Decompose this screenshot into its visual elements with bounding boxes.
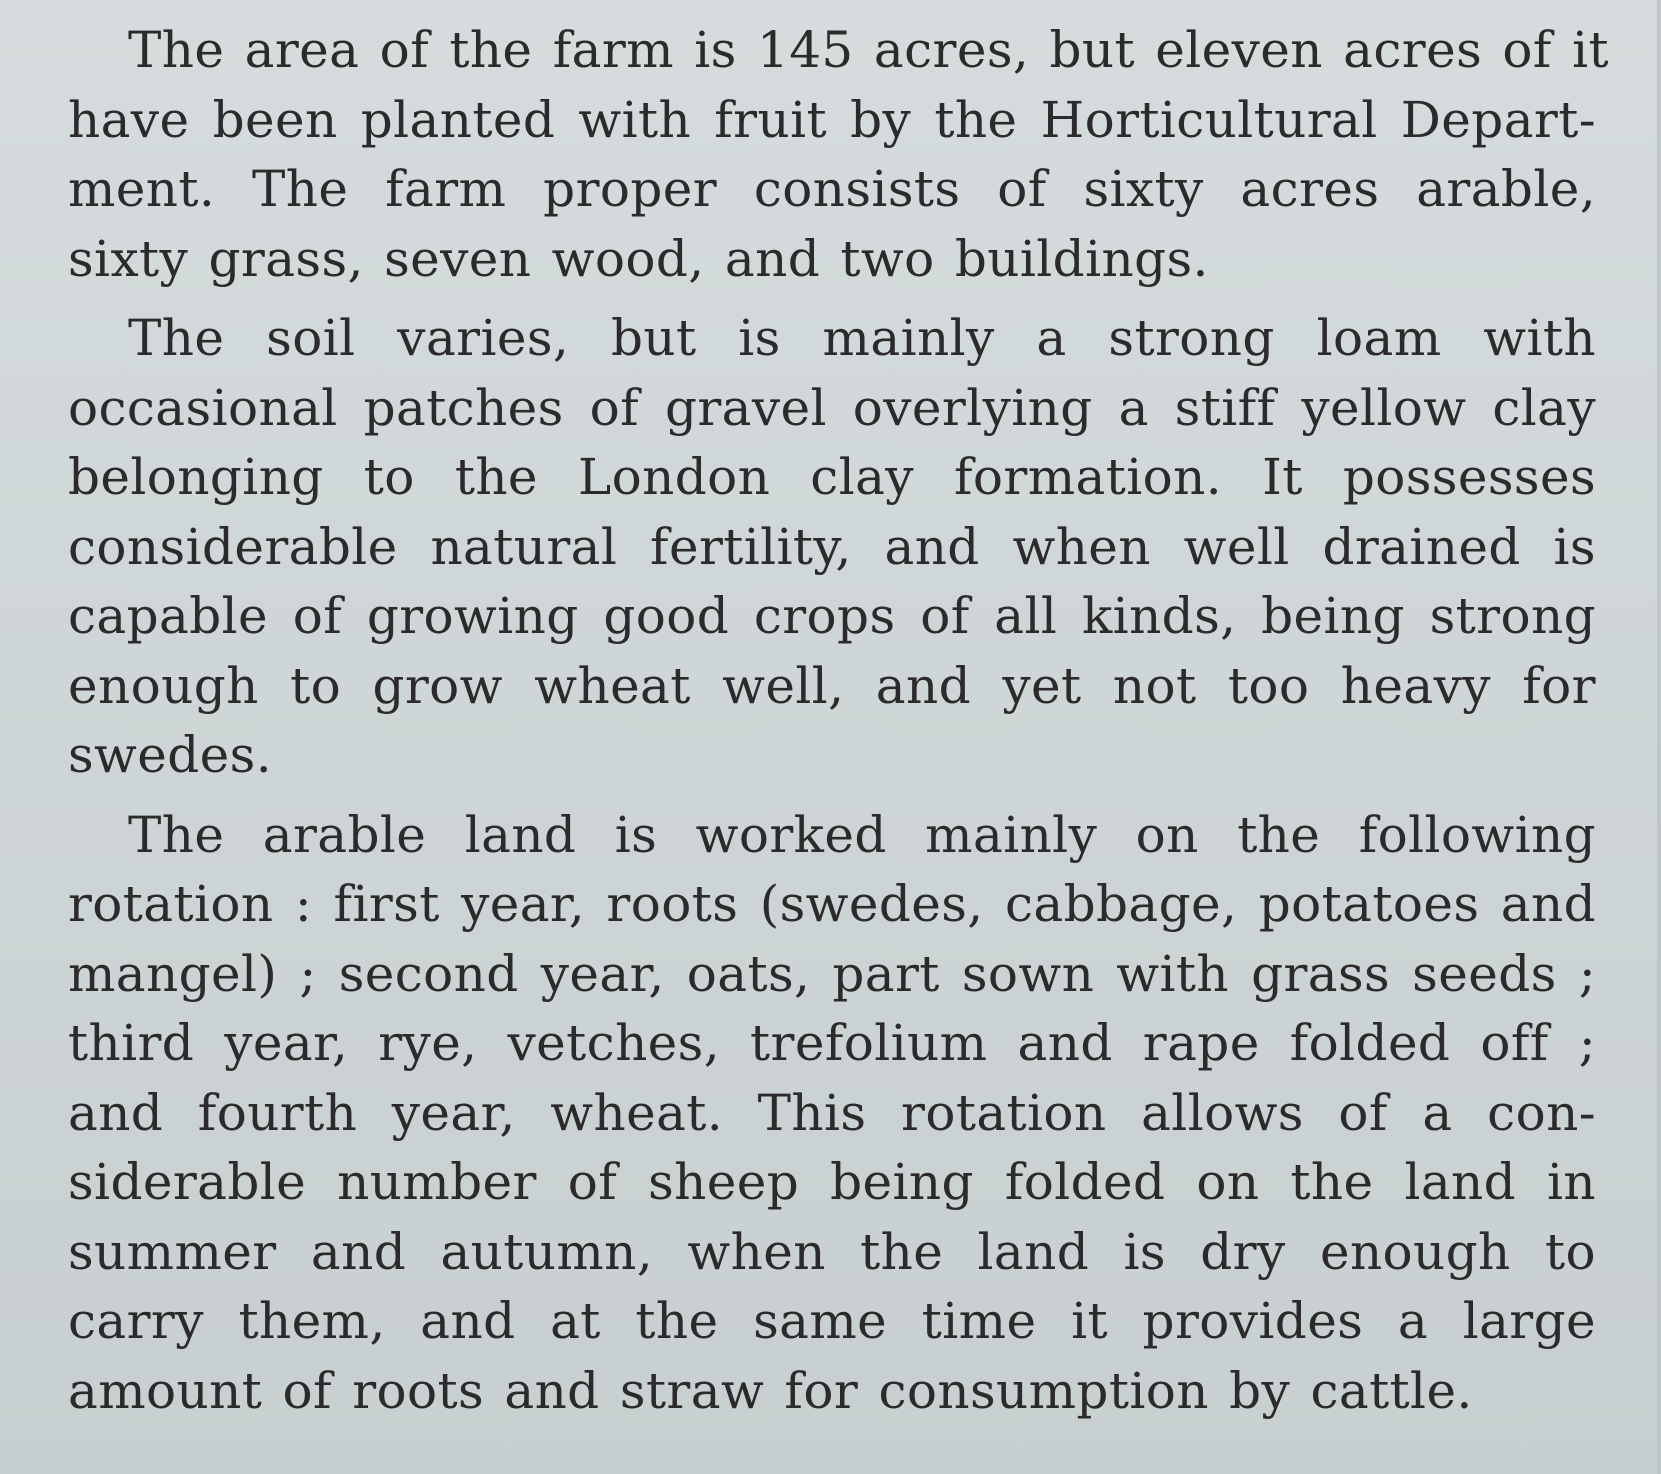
page-edge (1657, 0, 1661, 1474)
text-line: occasional patches of gravel overlying a stiff yellow clay (68, 378, 1596, 437)
text-line: rotation : first year, roots (swedes, cabbage, potatoes and (68, 875, 1596, 933)
text-line: belonging to the London clay formation. It possesses (68, 448, 1596, 506)
text-line: third year, rye, vetches, trefolium and rape folded off ; (68, 1014, 1596, 1072)
text-line: carry them, and at the same time it provides a large (68, 1292, 1596, 1350)
text-line: amount of roots and straw for consumption by cattle. (68, 1361, 1473, 1420)
body-text (68, 16, 1610, 1426)
text-line: and fourth year, wheat. This rotation allows of a con- (68, 1083, 1596, 1142)
text-line: mangel) ; second year, oats, part sown with grass seeds ; (68, 944, 1596, 1003)
text-line: capable of growing good crops of all kinds, being strong (68, 587, 1596, 645)
text-line: ment. The farm proper consists of sixty acres arable, (68, 160, 1596, 218)
text-line: swedes. (68, 726, 272, 784)
paragraph-soil (68, 304, 1596, 791)
paragraph-rotation (68, 801, 1596, 1427)
text-line: have been planted with fruit by the Horticultural Depart- (68, 90, 1596, 149)
text-line: considerable natural fertility, and when well drained is (68, 517, 1596, 576)
text-line: sixty grass, seven wood, and two buildings. (68, 229, 1209, 288)
text-line: enough to grow wheat well, and yet not too heavy for (68, 656, 1596, 715)
text-line: The soil varies, but is mainly a strong loam with (128, 309, 1596, 367)
text-line: The area of the farm is 145 acres, but eleven acres of it (128, 21, 1610, 79)
paragraph-farm-area (68, 16, 1610, 294)
text-line: summer and autumn, when the land is dry enough to (68, 1222, 1596, 1281)
text-line: The arable land is worked mainly on the following (128, 805, 1596, 864)
text-line: siderable number of sheep being folded on the land in (68, 1153, 1596, 1211)
